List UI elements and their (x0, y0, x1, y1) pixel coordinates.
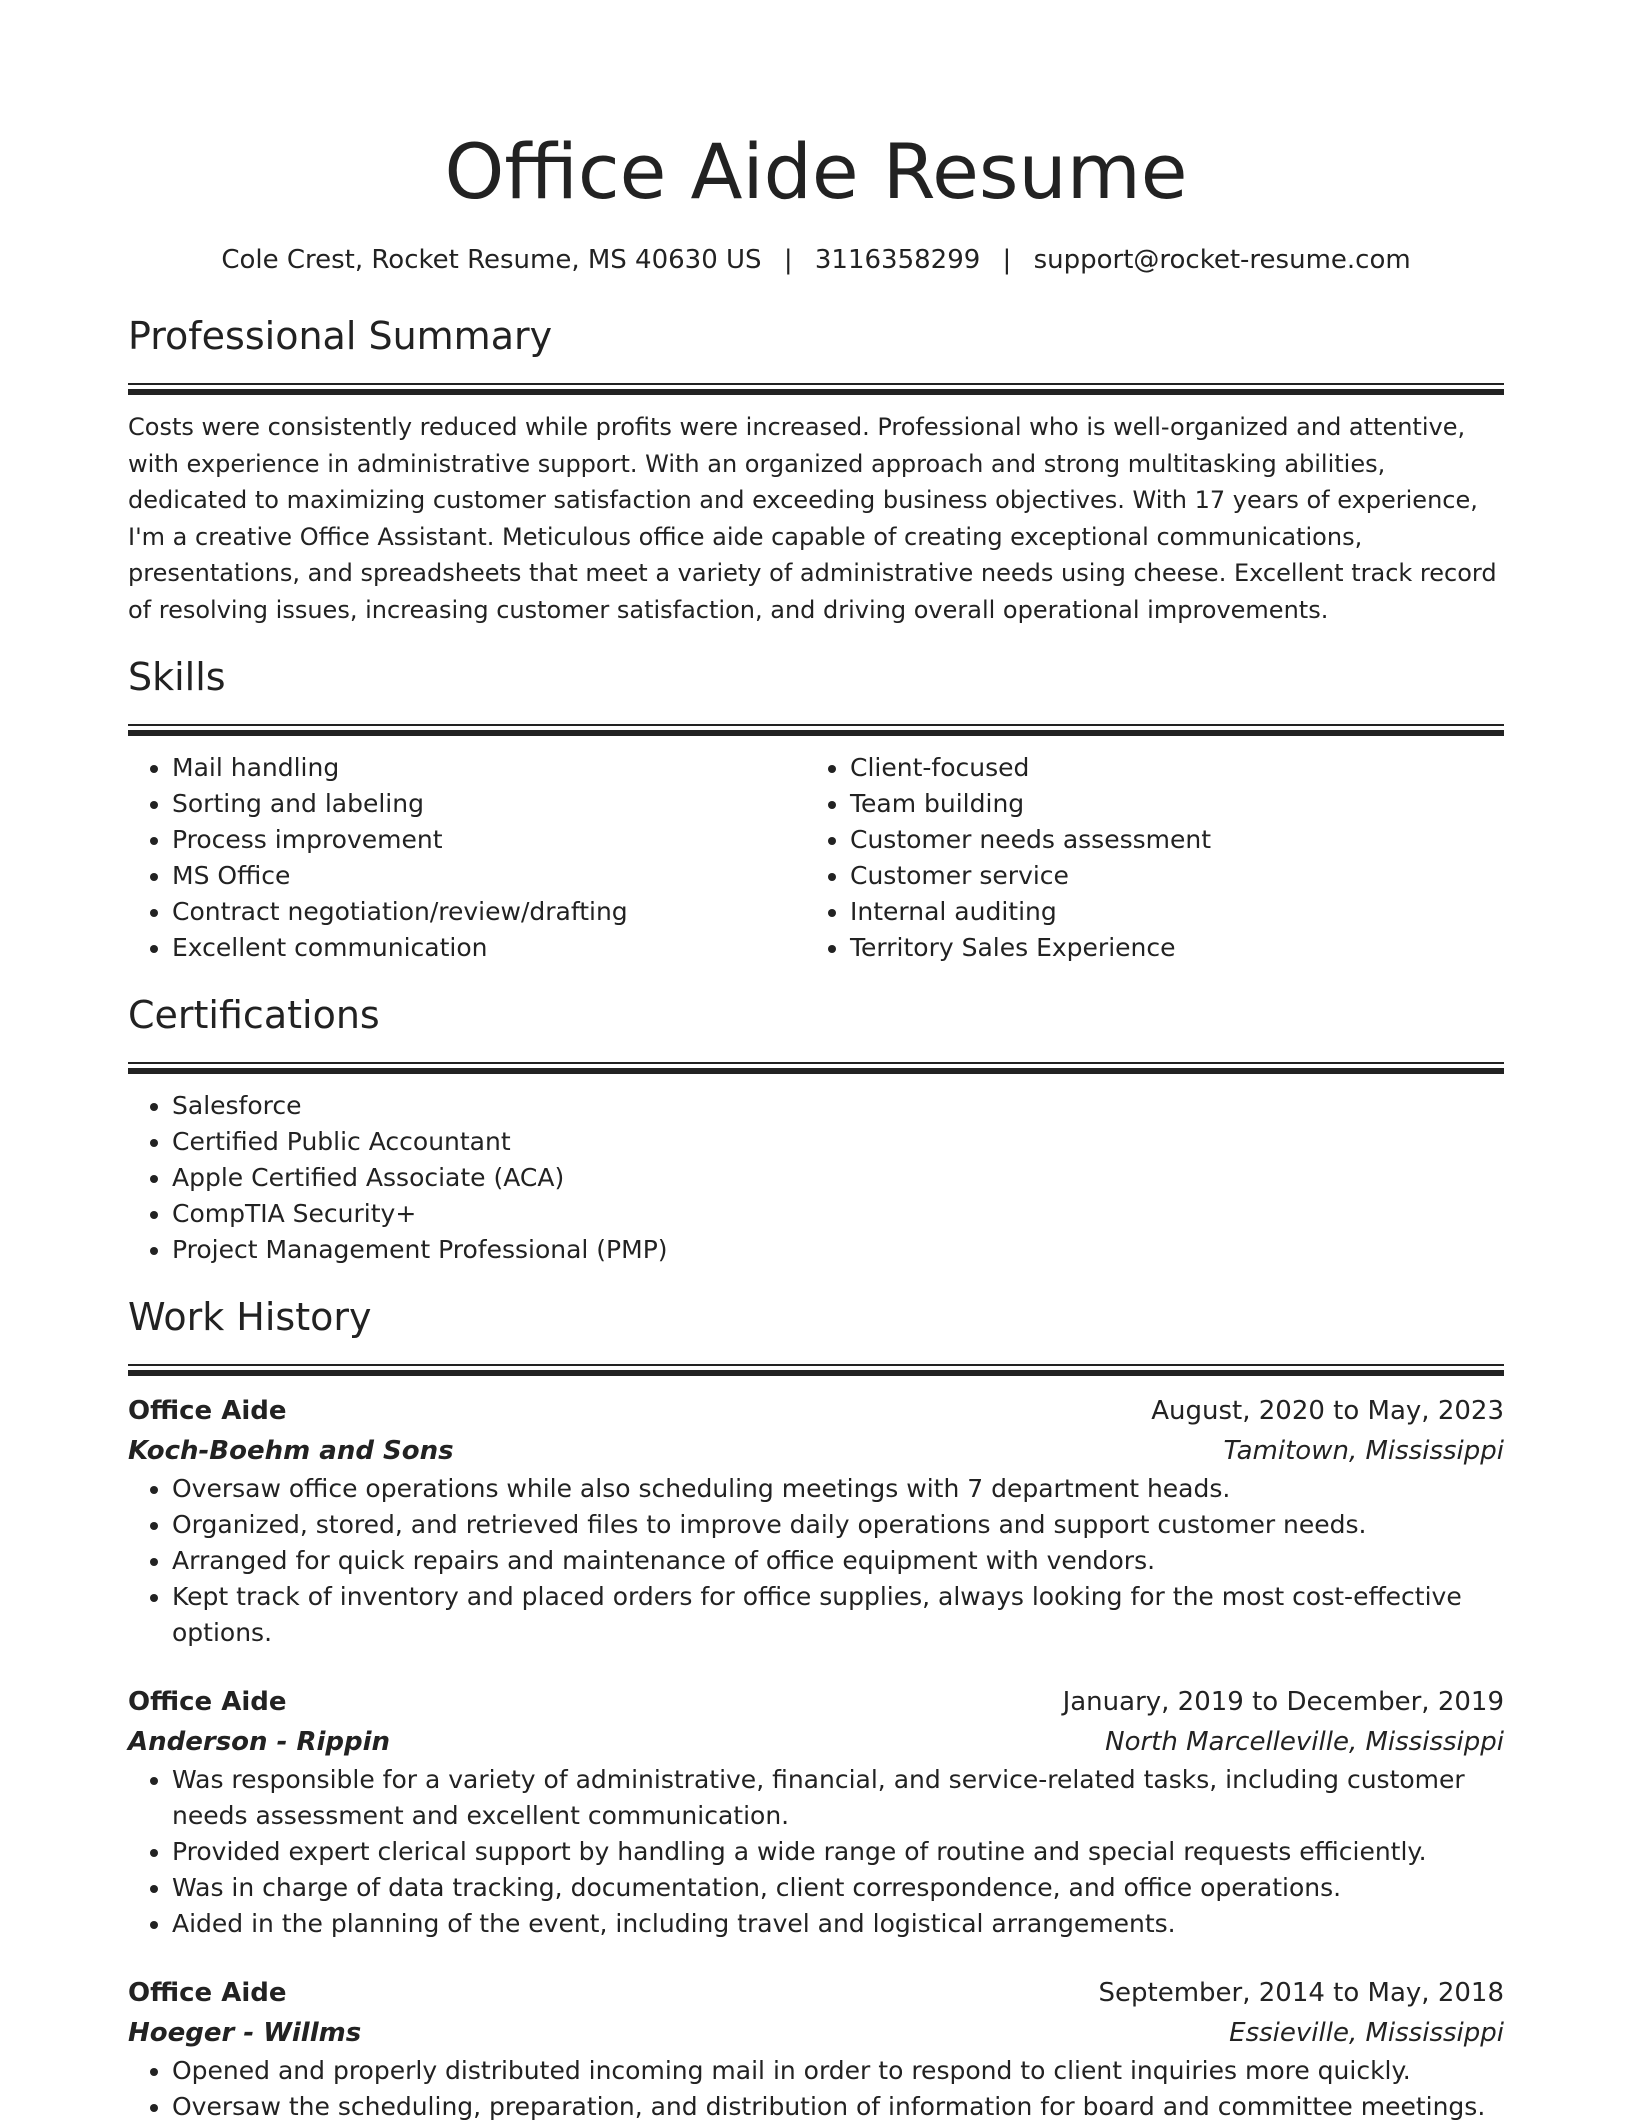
job-dates: September, 2014 to May, 2018 (1098, 1978, 1504, 2008)
job-title: Office Aide (128, 1687, 287, 1717)
certification-item: • Certified Public Accountant (172, 1124, 1504, 1160)
contact-line (128, 242, 1504, 278)
skill-item: • Contract negotiation/review/drafting (172, 894, 806, 930)
skill-item: • Client-focused (850, 750, 1484, 786)
contact-email: support@rocket-resume.com (1033, 245, 1411, 275)
job-bullets (128, 1471, 1504, 1651)
contact-phone: 3116358299 (814, 245, 981, 275)
job-title: Office Aide (128, 1978, 287, 2008)
certification-item: • Apple Certified Associate (ACA) (172, 1160, 1504, 1196)
job-title: Office Aide (128, 1396, 287, 1426)
job-bullet: • Oversaw office operations while also scheduling meetings with 7 department heads. (172, 1471, 1504, 1507)
job-bullets (128, 1762, 1504, 1942)
job-bullet: • Aided in the planning of the event, including travel and logistical arrangements. (172, 1906, 1504, 1942)
section-divider (128, 724, 1504, 736)
job-header (128, 1392, 1504, 1431)
job-bullet: • Opened and properly distributed incoming mail in order to respond to client inquiries more quickly. (172, 2053, 1504, 2089)
skill-item: • Territory Sales Experience (850, 930, 1484, 966)
section-heading-skills: Skills (128, 655, 226, 699)
contact-separator: | (1002, 245, 1012, 275)
job-subheader (128, 1722, 1504, 1762)
job-entry (128, 1683, 1504, 1942)
job-bullet: • Organized, stored, and retrieved files to improve daily operations and support customer needs. (172, 1507, 1504, 1543)
job-company: Koch-Boehm and Sons (128, 1436, 454, 1466)
job-subheader (128, 2013, 1504, 2053)
skills-grid (128, 750, 1504, 966)
skill-item: • Team building (850, 786, 1484, 822)
job-dates: August, 2020 to May, 2023 (1151, 1396, 1504, 1426)
skill-item: • MS Office (172, 858, 806, 894)
job-entry (128, 1392, 1504, 1651)
section-heading-work-history: Work History (128, 1295, 372, 1339)
skill-item: • Mail handling (172, 750, 806, 786)
certification-item: • Project Management Professional (PMP) (172, 1232, 1504, 1268)
skills-list-right (806, 750, 1484, 966)
skill-item: • Sorting and labeling (172, 786, 806, 822)
skill-item: • Internal auditing (850, 894, 1484, 930)
summary-section (128, 311, 1504, 628)
job-header (128, 1683, 1504, 1722)
skill-item: • Process improvement (172, 822, 806, 858)
job-bullet: • Arranged for quick repairs and maintenance of office equipment with vendors. (172, 1543, 1504, 1579)
resume-title: Office Aide Resume (444, 127, 1188, 216)
certification-item: • CompTIA Security+ (172, 1196, 1504, 1232)
work-history-section (128, 1292, 1504, 2125)
job-bullet: • Was in charge of data tracking, documentation, client correspondence, and office operations. (172, 1870, 1504, 1906)
job-bullet: • Oversaw the scheduling, preparation, and distribution of information for board and committee meetings. (172, 2089, 1504, 2125)
section-divider (128, 1364, 1504, 1376)
certifications-section (128, 990, 1504, 1268)
section-heading-summary: Professional Summary (128, 314, 553, 358)
job-dates: January, 2019 to December, 2019 (1062, 1687, 1504, 1717)
job-header (128, 1974, 1504, 2013)
skill-item: • Excellent communication (172, 930, 806, 966)
skill-item: • Customer service (850, 858, 1484, 894)
job-location: North Marcelleville, Mississippi (1105, 1727, 1504, 1757)
contact-separator: | (783, 245, 793, 275)
contact-address: Cole Crest, Rocket Resume, MS 40630 US (221, 245, 762, 275)
job-subheader (128, 1431, 1504, 1471)
job-location: Tamitown, Mississippi (1223, 1436, 1504, 1466)
job-entry (128, 1974, 1504, 2125)
job-bullet: • Kept track of inventory and placed orders for office supplies, always looking for the most cost-effective options. (172, 1579, 1504, 1651)
resume-page (128, 0, 1504, 2125)
certification-item: • Salesforce (172, 1088, 1504, 1124)
job-bullet: • Provided expert clerical support by handling a wide range of routine and special requests efficiently. (172, 1834, 1504, 1870)
skills-column-left (128, 750, 806, 966)
section-divider (128, 1062, 1504, 1074)
job-bullet: • Was responsible for a variety of administrative, financial, and service-related tasks, including customer needs assessment and excellent communication. (172, 1762, 1504, 1834)
skills-column-right (806, 750, 1484, 966)
section-divider (128, 383, 1504, 395)
job-company: Anderson - Rippin (128, 1727, 391, 1757)
skills-section (128, 652, 1504, 966)
summary-text: Costs were consistently reduced while profits were increased. Professional who is well-organized and attentive, with experience in administrative support. With an organized approach and strong multitasking abilities, dedicated to maximizing customer satisfaction and exceeding business objectives. With 17 years of experience, I'm a creative Office Assistant. Meticulous office aide capable of creating exceptional communications, presentations, and spreadsheets that meet a variety of administrative needs using cheese. Excellent track record of resolving issues, increasing customer satisfaction, and driving overall operational improvements. (128, 413, 1497, 624)
skill-item: • Customer needs assessment (850, 822, 1484, 858)
skills-list-left (128, 750, 806, 966)
job-location: Essieville, Mississippi (1229, 2018, 1504, 2048)
section-heading-certifications: Certifications (128, 993, 380, 1037)
job-company: Hoeger - Willms (128, 2018, 362, 2048)
certifications-list (128, 1088, 1504, 1268)
job-bullets (128, 2053, 1504, 2125)
